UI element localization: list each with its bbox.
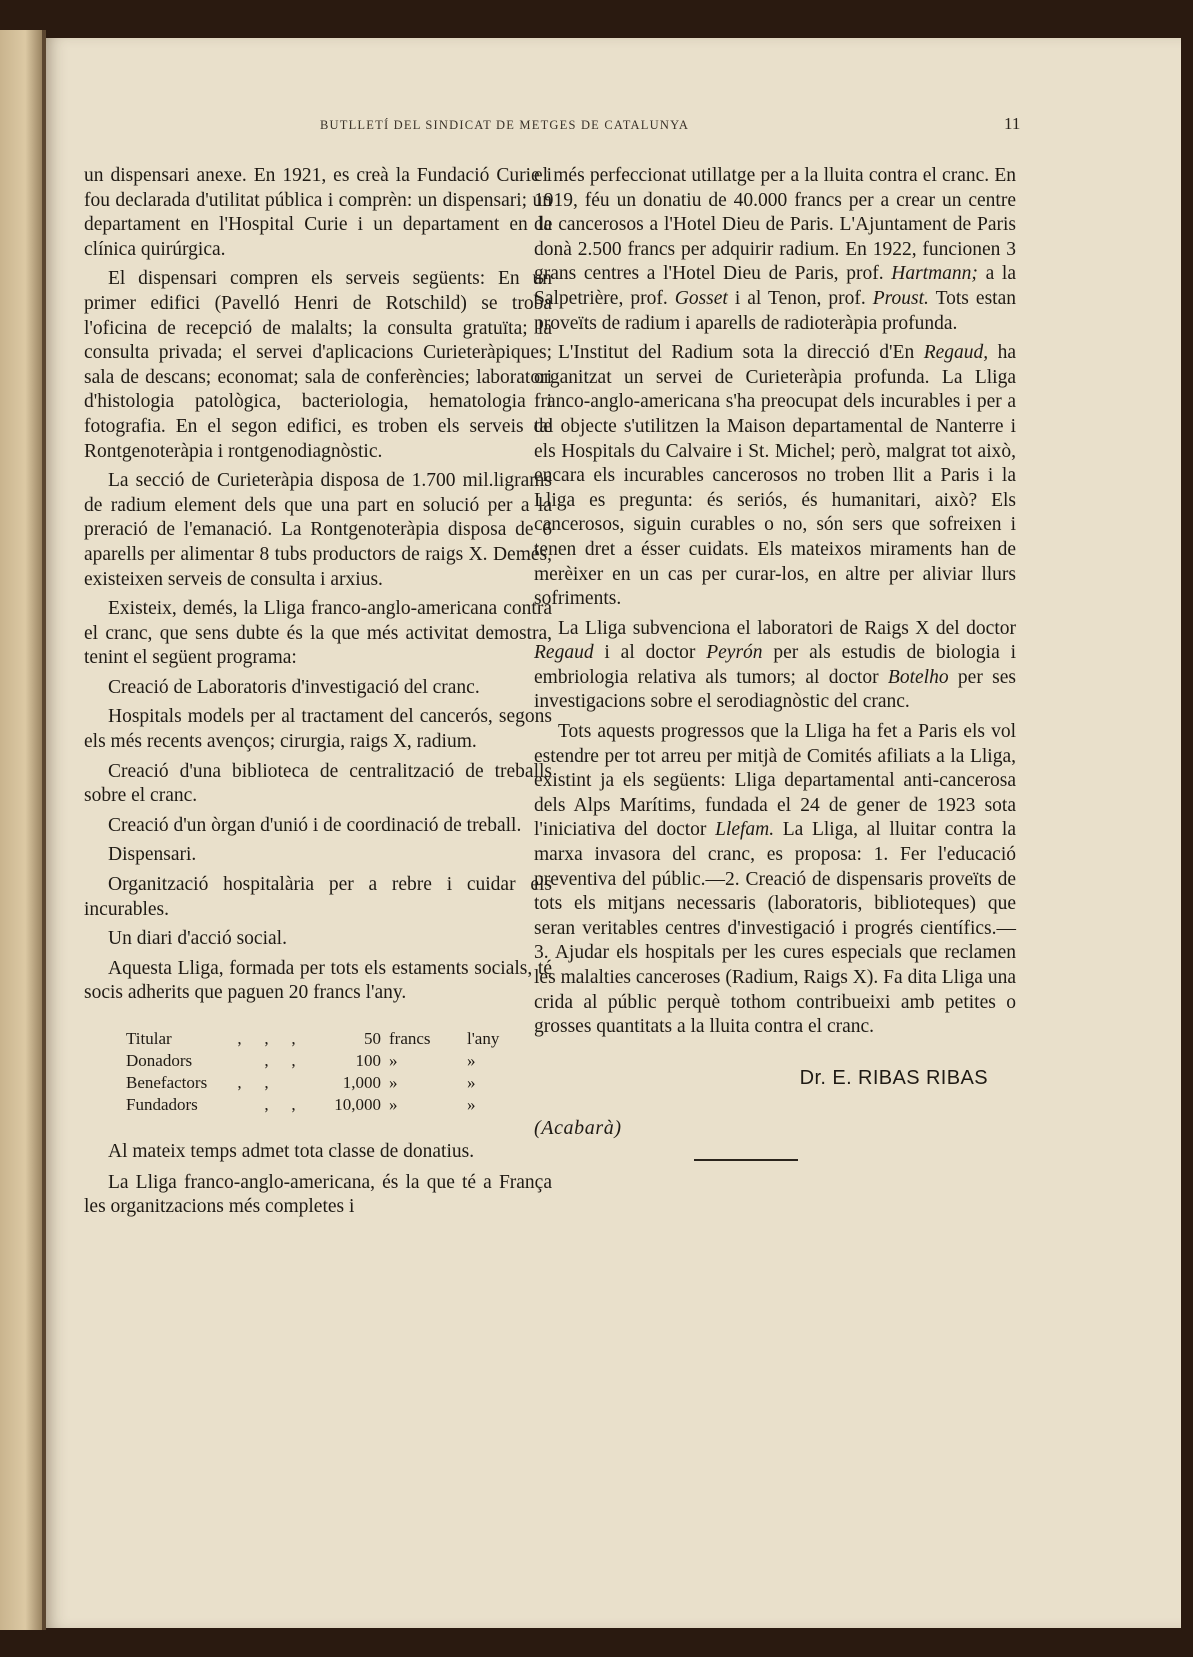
fee-row	[126, 1094, 507, 1116]
program-item: Un diari d'acció social.	[108, 928, 287, 950]
fee-currency: »	[389, 1051, 398, 1070]
fee-dot: ,	[291, 1029, 296, 1048]
paragraph: Aquesta Lliga, formada per tots els estaments socials, té socis adherits que paguen 20 francs l'any.	[84, 957, 552, 1004]
program-item: Organització hospitalària per a rebre i cuidar els incurables.	[84, 874, 552, 920]
paragraph: L'Institut del Radium sota la direcció d'En Regaud, ha organitzat un servei de Curieteràpia profunda. La Lliga franco-anglo-americana s'ha preocupat dels incurables i per a tal objecte s'utilitzen la Maison departamental de Nanterre i els Hospitals du Calvaire i St. Michel; però, malgrat tot això, encara els incurables cancerosos no troben llit a Paris i la Lliga es pregunta: és seriós, és humanitari, això? Els cancerosos, siguin curables o no, són sers que sofreixen i tenen dret a ésser cuidats. Els mateixos miraments han de merèixer en un cas per curar-los, en altre per aliviar llurs sofriments.	[534, 342, 1017, 610]
fee-amount: 50	[364, 1029, 381, 1048]
journal-page	[46, 38, 1181, 1628]
fee-amount: 1,000	[342, 1073, 381, 1092]
paragraph: un dispensari anexe. En 1921, es creà la Fundació Curie i fou declarada d'utilitat pública i comprèn: un dispensari; un departament en l'Hospital Curie i un departament en la clínica quirúrgica.	[84, 165, 552, 260]
paragraph: Existeix, demés, la Lliga franco-anglo-americana contra el cranc, que sens dubte és la que més activitat demostra, tenint el següent programa:	[84, 598, 552, 669]
fee-dot	[226, 1094, 253, 1116]
to-be-continued: (Acabarà)	[534, 1117, 622, 1140]
fee-currency: »	[389, 1073, 398, 1092]
person-name: Regaud,	[923, 342, 989, 364]
fee-row	[126, 1072, 507, 1094]
fee-period: »	[467, 1051, 476, 1070]
person-name: Llefam.	[715, 819, 775, 841]
fee-period: l'any	[467, 1029, 500, 1048]
fee-name: Donadors	[126, 1051, 193, 1070]
divider-rule	[694, 1159, 798, 1161]
fee-dot: ,	[264, 1051, 269, 1070]
fee-currency: »	[389, 1095, 398, 1114]
person-name: Proust.	[872, 287, 929, 309]
fee-dot	[280, 1072, 307, 1094]
left-column	[84, 164, 552, 1225]
membership-fees-table	[126, 1028, 507, 1116]
fee-row	[126, 1028, 507, 1050]
left-page-edge	[0, 30, 46, 1630]
right-column	[534, 164, 1016, 1161]
program-item: Dispensari.	[108, 844, 197, 866]
fee-period: »	[467, 1095, 476, 1114]
fee-period: »	[467, 1073, 476, 1092]
program-item: Creació d'una biblioteca de centralització de treballs sobre el cranc.	[84, 760, 552, 807]
person-name: Peyrón	[706, 642, 763, 664]
page-number: 11	[1004, 114, 1021, 133]
fee-dot	[226, 1050, 253, 1072]
person-name: Botelho	[887, 666, 949, 688]
paragraph: El dispensari compren els serveis següents: En un primer edifici (Pavelló Henri de Rotschild) se troba l'oficina de recepció de malalts; la consulta gratuïta; la consulta privada; el servei d'aplicacions Curieteràpiques; sala de descans; economat; sala de conferències; laboratori d'histologia patològica, bacteriologia, hematologia i fotografia. En el segon edifici, es troben els serveis de Rontgenoteràpia i rontgenodiagnòstic.	[84, 268, 552, 462]
paragraph: La secció de Curieteràpia disposa de 1.700 mil.ligrams de radium element dels que una part en solució per a la preració de l'emanació. La Rontgenoteràpia disposa de 6 aparells per alimentar 8 tubs productors de raigs X. Demés, existeixen serveis de consulta i arxius.	[84, 470, 552, 590]
fee-dot: ,	[264, 1029, 269, 1048]
fee-dot: ,	[264, 1073, 269, 1092]
paragraph: Tots aquests progressos que la Lliga ha fet a Paris els vol estendre per tot arreu per mitjà de Comités afiliats a la Lliga, existint ja els següents: Lliga departamental anti-cancerosa dels Alps Marítims, fundada el 24 de gener de 1923 sota l'iniciativa del doctor Llefam. La Lliga, al lluitar contra la marxa invasora del cranc, es proposa: 1. Fer l'educació preventiva del públic.—2. Creació de dispensaris proveïts de tots els mitjans necessaris (laboratoris, biblioteques) que seran veritables centres d'investigació i progrés científics.—3. Ajudar els hospitals per les cures especials que reclamen les malalties canceroses (Radium, Raigs X). Fa dita Lliga una crida al públic perquè tothom contribueixi amb petites o grosses quantitats a la lluita contra el cranc.	[534, 721, 1017, 1038]
running-title: BUTLLETÍ DEL SINDICAT DE METGES DE CATALUNYA	[320, 118, 690, 132]
person-name: Regaud	[534, 642, 594, 664]
paragraph: La Lliga subvenciona el laboratori de Raigs X del doctor Regaud i al doctor Peyrón per als estudis de biologia i embriologia relativa als tumors; al doctor Botelho per ses investigacions sobre el serodiagnòstic del cranc.	[534, 617, 1017, 713]
fee-dot: ,	[237, 1073, 242, 1092]
author-signature: Dr. E. RIBAS RIBAS	[799, 1066, 988, 1089]
person-name: Hartmann;	[891, 263, 978, 285]
paragraph: La Lliga franco-anglo-americana, és la que té a França les organitzacions més completes i	[84, 1171, 552, 1218]
program-item: Creació de Laboratoris d'investigació del cranc.	[108, 676, 480, 698]
paragraph: Al mateix temps admet tota classe de donatius.	[108, 1141, 475, 1162]
fee-amount: 100	[355, 1051, 381, 1070]
fee-name: Benefactors	[126, 1073, 208, 1092]
fee-amount: 10,000	[334, 1095, 381, 1114]
running-header	[46, 114, 1181, 138]
fee-dot: ,	[291, 1051, 296, 1070]
fee-name: Fundadors	[126, 1095, 198, 1114]
program-item: Creació d'un òrgan d'unió i de coordinació de treball.	[108, 814, 522, 836]
fee-dot: ,	[237, 1029, 242, 1048]
fee-dot: ,	[291, 1095, 296, 1114]
fee-name: Titular	[126, 1029, 172, 1048]
fee-row	[126, 1050, 507, 1072]
fee-dot: ,	[264, 1095, 269, 1114]
paragraph: el més perfeccionat utillatge per a la lluita contra el cranc. En 1919, féu un donatiu de 40.000 francs per a crear un centre de cancerosos a l'Hotel Dieu de Paris. L'Ajuntament de Paris donà 2.500 francs per adquirir radium. En 1922, funcionen 3 grans centres a l'Hotel Dieu de Paris, prof. Hartmann; a la Salpetrière, prof. Gosset i al Tenon, prof. Proust. Tots estan proveïts de radium i aparells de radioteràpia profunda.	[534, 165, 1016, 334]
person-name: Gosset	[674, 287, 728, 309]
program-item: Hospitals models per al tractament del cancerós, segons els més recents avenços; cirurgia, raigs X, radium.	[84, 706, 552, 753]
fee-currency: francs	[389, 1029, 431, 1048]
